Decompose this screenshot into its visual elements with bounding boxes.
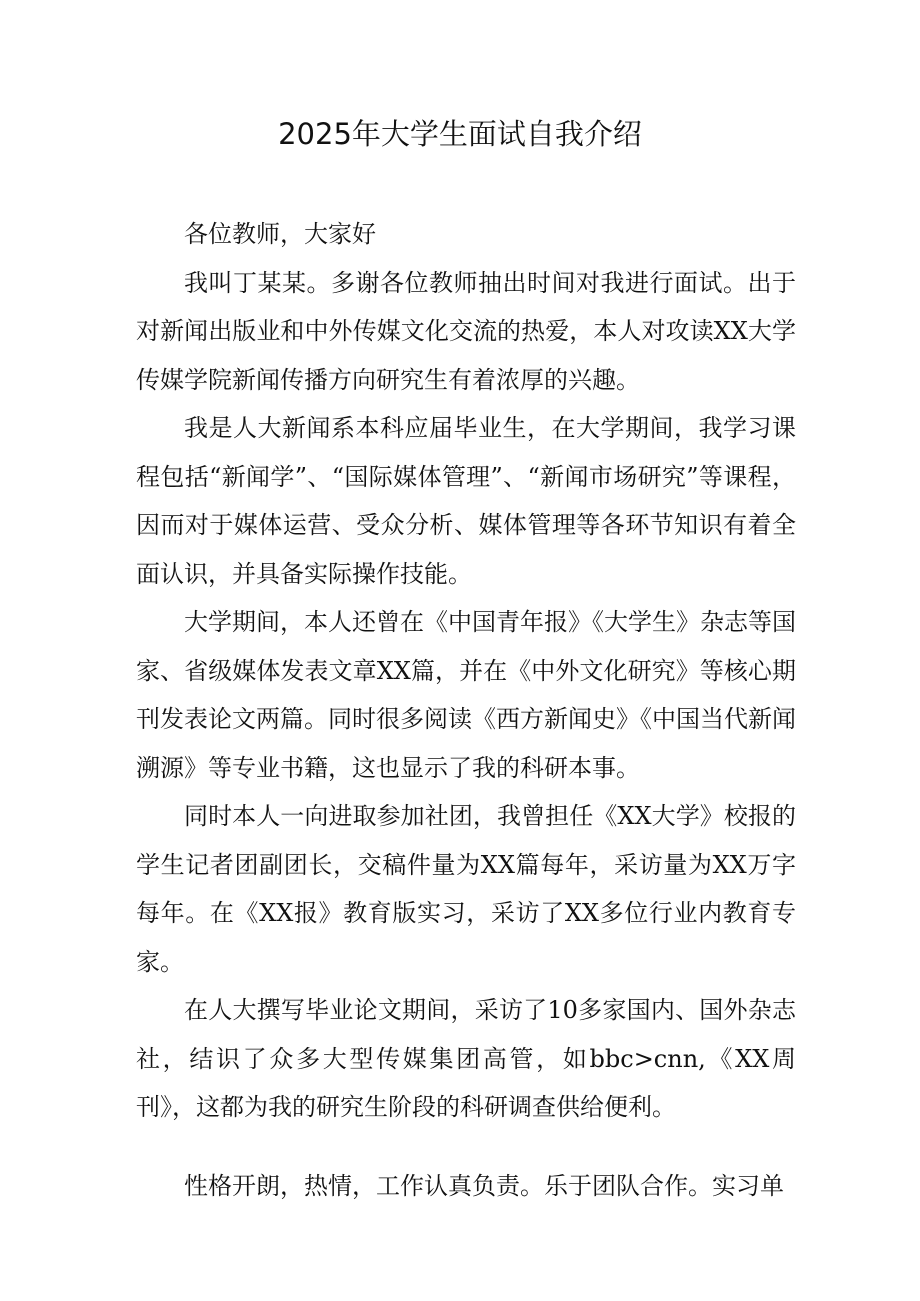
paragraph-publications: 大学期间，本人还曾在《中国青年报》《大学生》杂志等国家、省级媒体发表文章XX篇，并在《中外文化研究》等核心期刊发表论文两篇。同时很多阅读《西方新闻史》《中国当代新闻溯源》等专业书籍，这也显示了我的科研本事。 (136, 608, 796, 782)
paragraph-introduction: 我叫丁某某。多谢各位教师抽出时间对我进行面试。出于对新闻出版业和中外传媒文化交流的热爱，本人对攻读XX大学传媒学院新闻传播方向研究生有着浓厚的兴趣。 (136, 268, 796, 394)
paragraph-activities: 同时本人一向进取参加社团，我曾担任《XX大学》校报的学生记者团副团长，交稿件量为XX篇每年，采访量为XX万字每年。在《XX报》教育版实习，采访了XX多位行业内教育专家。 (136, 802, 796, 976)
document-title: 2025年大学生面试自我介绍 (278, 117, 642, 151)
document-body (136, 210, 796, 1210)
paragraph-greeting: 各位教师，大家好 (184, 220, 376, 248)
paragraph-thesis: 在人大撰写毕业论文期间，采访了10多家国内、国外杂志社，结识了众多大型传媒集团高管，如bbc>cnn,《XX周刊》，这都为我的研究生阶段的科研调查供给便利。 (136, 996, 796, 1121)
paragraph-personality: 性格开朗，热情，工作认真负责。乐于团队合作。实习单 (184, 1171, 784, 1200)
paragraph-education: 我是人大新闻系本科应届毕业生，在大学期间，我学习课程包括“新闻学”、“国际媒体管理”、“新闻市场研究”等课程，因而对于媒体运营、受众分析、媒体管理等各环节知识有着全面认识，并具备实际操作技能。 (136, 414, 796, 588)
